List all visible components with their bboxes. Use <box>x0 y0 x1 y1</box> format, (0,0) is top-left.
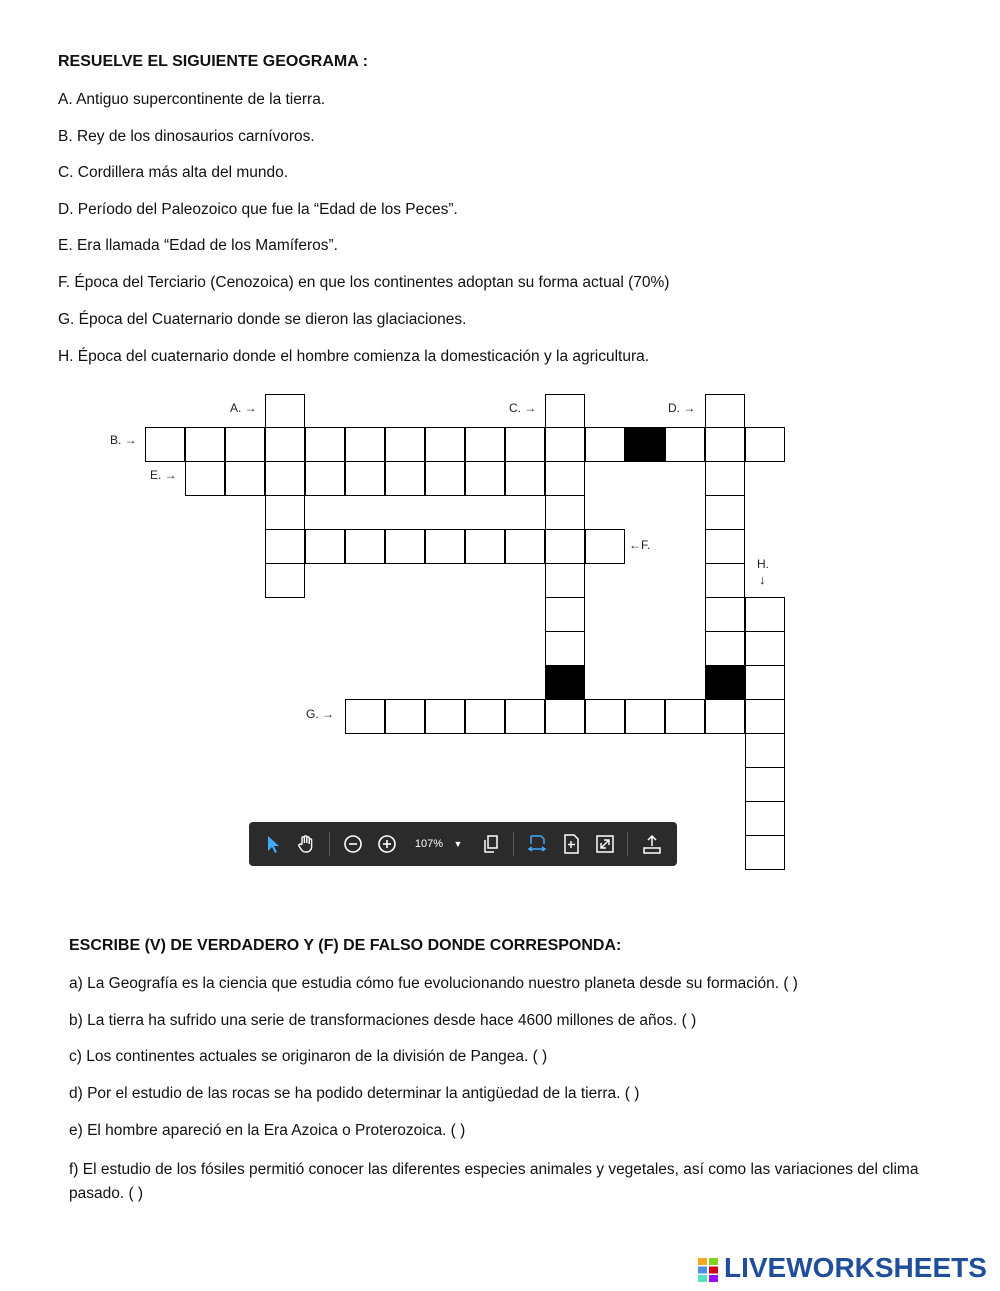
crossword-cell[interactable] <box>585 529 625 564</box>
crossword-cell[interactable] <box>425 461 465 496</box>
crossword-cell[interactable] <box>505 427 545 462</box>
liveworksheets-logo-icon <box>698 1258 718 1282</box>
tf-item-b: b) La tierra ha sufrido una serie de transformaciones desde hace 4600 millones de años. ( ) <box>69 1012 697 1029</box>
clue-a: A. Antiguo supercontinente de la tierra. <box>58 91 326 108</box>
crossword-cell[interactable] <box>545 631 585 666</box>
tf-item-e: e) El hombre apareció en la Era Azoica o Proterozoica. ( ) <box>69 1122 466 1139</box>
crossword-cell[interactable] <box>705 597 745 632</box>
copy-page-icon[interactable] <box>479 832 503 856</box>
fit-page-icon[interactable] <box>559 832 583 856</box>
crossword-block-cell <box>625 427 665 462</box>
crossword-cell[interactable] <box>545 699 585 734</box>
crossword-cell[interactable] <box>265 495 305 530</box>
crossword-cell[interactable] <box>745 597 785 632</box>
crossword-cell[interactable] <box>585 427 625 462</box>
crossword-cell[interactable] <box>385 699 425 734</box>
crossword-cell[interactable] <box>305 427 345 462</box>
crossword-cell[interactable] <box>505 529 545 564</box>
crossword-cell[interactable] <box>505 461 545 496</box>
tf-item-c: c) Los continentes actuales se originaron de la división de Pangea. ( ) <box>69 1048 548 1065</box>
hand-icon[interactable] <box>294 832 318 856</box>
crossword-cell[interactable] <box>505 699 545 734</box>
label-f: ←F. <box>629 538 651 552</box>
crossword-cell[interactable] <box>705 495 745 530</box>
crossword-cell[interactable] <box>465 461 505 496</box>
crossword-cell[interactable] <box>345 427 385 462</box>
crossword-cell[interactable] <box>705 529 745 564</box>
crossword-cell[interactable] <box>185 461 225 496</box>
crossword-heading: RESUELVE EL SIGUIENTE GEOGRAMA : <box>58 53 368 70</box>
label-a: A. → <box>230 401 257 415</box>
tf-item-d: d) Por el estudio de las rocas se ha podido determinar la antigüedad de la tierra. ( ) <box>69 1085 640 1102</box>
crossword-cell[interactable] <box>385 461 425 496</box>
crossword-cell[interactable] <box>345 461 385 496</box>
crossword-block-cell <box>545 665 585 700</box>
tf-item-f: f) El estudio de los fósiles permitió conocer las diferentes especies animales y vegetales, así como las variaciones del clima pasado. ( ) <box>69 1161 919 1202</box>
crossword-cell[interactable] <box>745 427 785 462</box>
crossword-cell[interactable] <box>545 427 585 462</box>
clue-h: H. Época del cuaternario donde el hombre comienza la domesticación y la agricultura. <box>58 348 650 365</box>
crossword-cell[interactable] <box>425 427 465 462</box>
clue-f: F. Época del Terciario (Cenozoica) en que los continentes adoptan su forma actual (70%) <box>58 274 670 291</box>
pdf-toolbar <box>249 822 677 866</box>
label-h: H. <box>757 557 769 571</box>
true-false-heading: ESCRIBE (V) DE VERDADERO Y (F) DE FALSO DONDE CORRESPONDA: <box>69 937 622 954</box>
crossword-cell[interactable] <box>705 427 745 462</box>
fullscreen-icon[interactable] <box>593 832 617 856</box>
crossword-cell[interactable] <box>705 461 745 496</box>
tf-item-a: a) La Geografía es la ciencia que estudia cómo fue evolucionando nuestro planeta desde su formación. ( ) <box>69 975 798 992</box>
upload-icon[interactable] <box>640 832 664 856</box>
toolbar-separator <box>513 832 514 856</box>
crossword-block-cell <box>705 665 745 700</box>
crossword-cell[interactable] <box>545 563 585 598</box>
crossword-cell[interactable] <box>425 699 465 734</box>
zoom-in-icon[interactable] <box>375 832 399 856</box>
label-e: E. → <box>150 468 177 482</box>
clue-e: E. Era llamada “Edad de los Mamíferos”. <box>58 237 338 254</box>
crossword-cell[interactable] <box>265 427 305 462</box>
crossword-cell[interactable] <box>745 767 785 802</box>
zoom-out-icon[interactable] <box>341 832 365 856</box>
crossword-cell[interactable] <box>265 394 305 428</box>
crossword-cell[interactable] <box>345 699 385 734</box>
crossword-cell[interactable] <box>705 699 745 734</box>
crossword-cell[interactable] <box>745 801 785 836</box>
crossword-cell[interactable] <box>145 427 185 462</box>
clue-c: C. Cordillera más alta del mundo. <box>58 164 289 181</box>
crossword-cell[interactable] <box>265 529 305 564</box>
clue-b: B. Rey de los dinosaurios carnívoros. <box>58 128 315 145</box>
label-h-arrow: ↓ <box>759 572 766 587</box>
crossword-cell[interactable] <box>545 597 585 632</box>
crossword-cell[interactable] <box>745 631 785 666</box>
clue-g: G. Época del Cuaternario donde se dieron las glaciaciones. <box>58 311 467 328</box>
select-arrow-icon[interactable] <box>261 832 285 856</box>
crossword-cell[interactable] <box>305 529 345 564</box>
crossword-cell[interactable] <box>225 461 265 496</box>
crossword-cell[interactable] <box>425 529 465 564</box>
crossword-cell[interactable] <box>465 529 505 564</box>
crossword-cell[interactable] <box>305 461 345 496</box>
crossword-cell[interactable] <box>545 495 585 530</box>
crossword-cell[interactable] <box>545 394 585 428</box>
crossword-cell[interactable] <box>545 461 585 496</box>
label-g: G. → <box>306 707 335 721</box>
toolbar-separator <box>627 832 628 856</box>
crossword-cell[interactable] <box>265 563 305 598</box>
crossword-cell[interactable] <box>705 631 745 666</box>
clue-d: D. Período del Paleozoico que fue la “Edad de los Peces”. <box>58 201 458 218</box>
crossword-cell[interactable] <box>465 427 505 462</box>
crossword-cell[interactable] <box>465 699 505 734</box>
liveworksheets-logo: LIVEWORKSHEETS <box>724 1252 987 1283</box>
crossword-cell[interactable] <box>665 427 705 462</box>
crossword-cell[interactable] <box>265 461 305 496</box>
label-c: C. → <box>509 401 537 415</box>
crossword-cell[interactable] <box>345 529 385 564</box>
crossword-cell[interactable] <box>585 699 625 734</box>
zoom-dropdown-icon[interactable]: ▼ <box>453 839 463 849</box>
crossword-cell[interactable] <box>385 427 425 462</box>
crossword-cell[interactable] <box>705 394 745 428</box>
crossword-cell[interactable] <box>745 733 785 768</box>
crossword-cell[interactable] <box>225 427 265 462</box>
crossword-cell[interactable] <box>705 563 745 598</box>
crossword-cell[interactable] <box>625 699 665 734</box>
crossword-cell[interactable] <box>185 427 225 462</box>
fit-width-icon[interactable] <box>525 832 549 856</box>
crossword-cell[interactable] <box>545 529 585 564</box>
crossword-cell[interactable] <box>385 529 425 564</box>
label-d: D. → <box>668 401 696 415</box>
label-b: B. → <box>110 433 137 447</box>
crossword-cell[interactable] <box>745 699 785 734</box>
toolbar-separator <box>329 832 330 856</box>
crossword-cell[interactable] <box>665 699 705 734</box>
crossword-cell[interactable] <box>745 665 785 700</box>
zoom-level[interactable]: 107% <box>414 838 444 850</box>
crossword-cell[interactable] <box>745 835 785 870</box>
